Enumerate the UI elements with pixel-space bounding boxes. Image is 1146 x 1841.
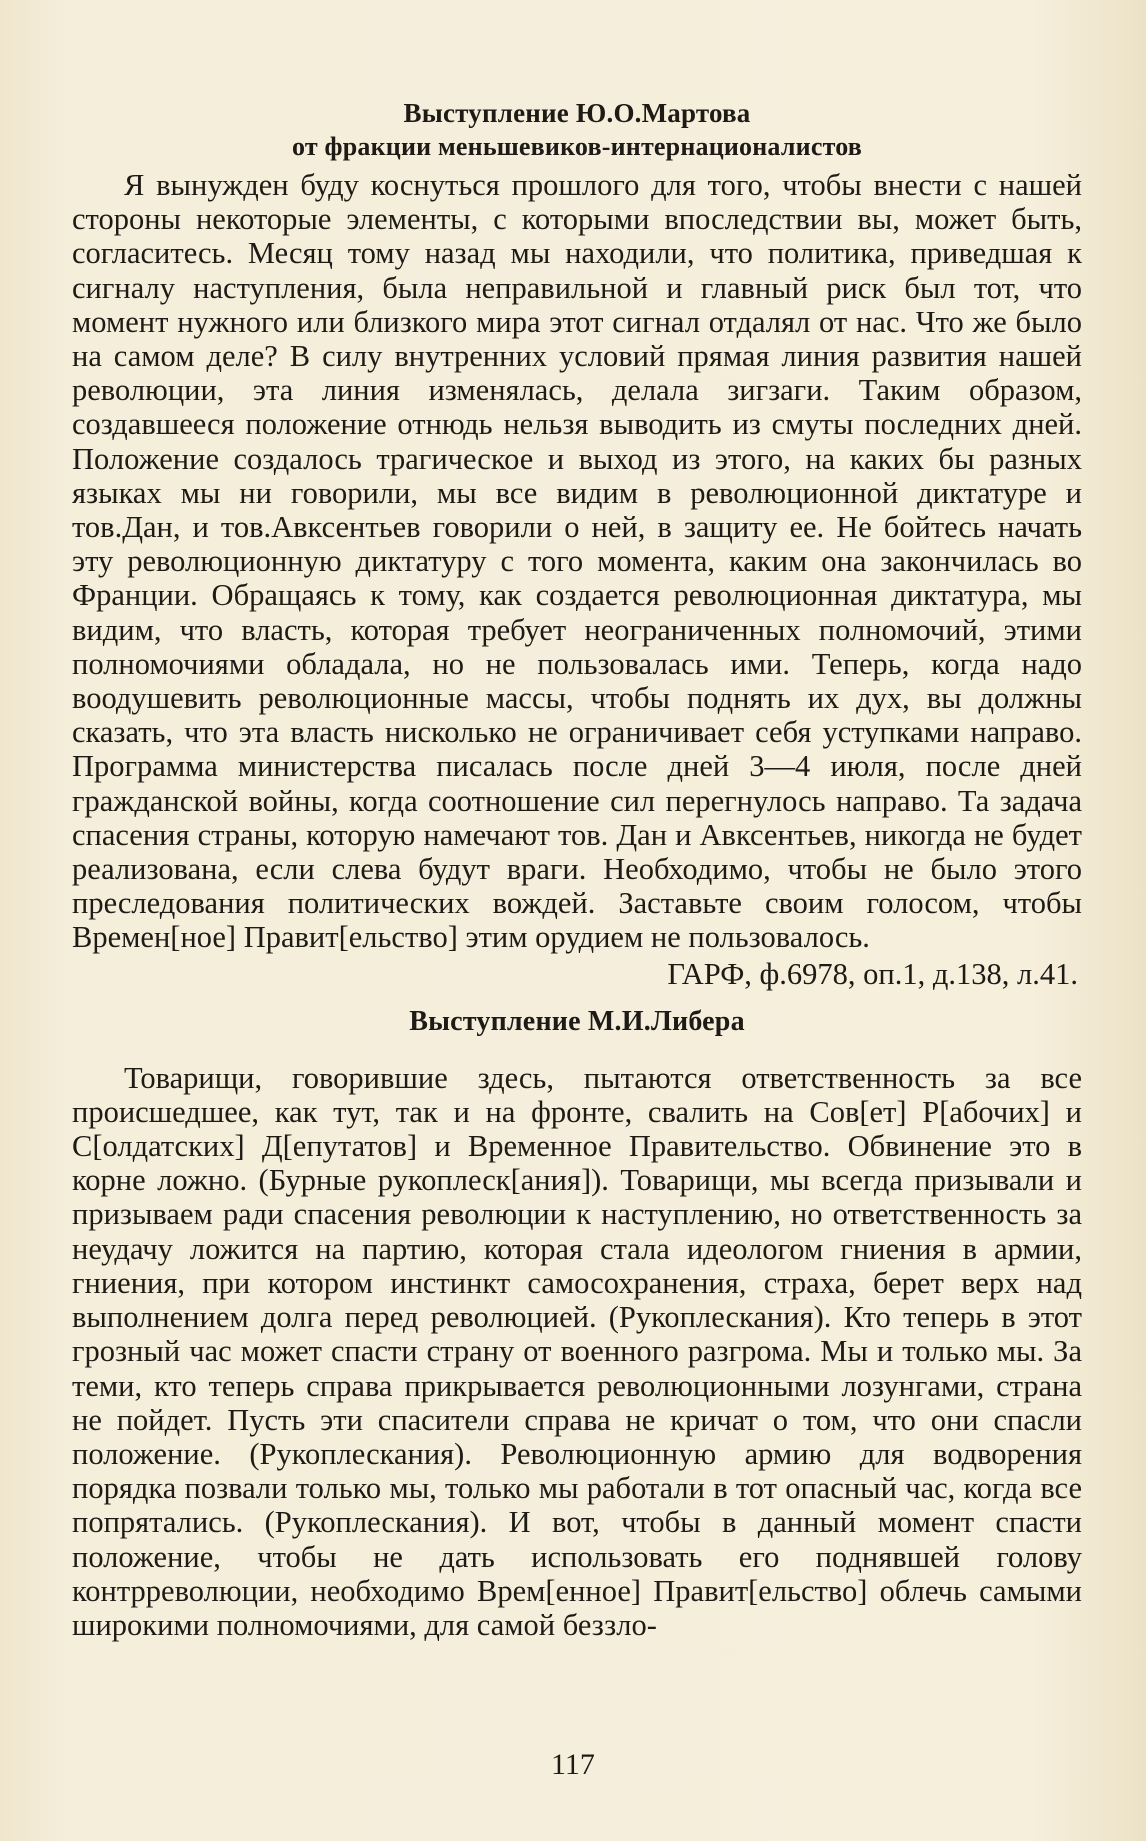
martov-speech-subtitle: от фракции меньшевиков-интернационалистов: [292, 132, 862, 161]
liber-speech-paragraph: Товарищи, говорившие здесь, пытаются ответственность за все происшедшее, как тут, так и на фронте, свалить на Сов[ет] Р[абочих] и С[олдатских] Д[епутатов] и Временное Правительство. Обвинение это в корне ложно. (Бурные рукоплеск[ания]). Товарищи, мы всегда призывали и призываем ради спасения революции к наступлению, но ответственность за неудачу ложится на партию, которая стала идеологом гниения в армии, гниения, при котором инстинкт самосохранения, страха, берет верх над выполнением долга перед революцией. (Рукоплескания). Кто теперь в этот грозный час может спасти страну от военного разгрома. Мы и только мы. За теми, кто теперь справа прикрывается революционными лозунгами, страна не пойдет. Пусть эти спасители справа не кричат о том, что они спасли положение. (Рукоплескания). Революционную армию для водворения порядка позвали только мы, только мы работали в тот опасный час, когда все попрятались. (Рукоплескания). И вот, чтобы в данный момент спасти положение, чтобы не дать использовать его поднявшей голову контрреволюции, необходимо Врем[енное] Правит[ельство] облечь самыми широкими полномочиями, для самой беззло-: [72, 1060, 1082, 1642]
page-text: [72, 96, 1082, 1642]
martov-speech-paragraph: Я вынужден буду коснуться прошлого для того, чтобы внести с нашей стороны некоторые элементы, с которыми впоследствии вы, может быть, согласитесь. Месяц тому назад мы находили, что политика, приведшая к сигналу наступления, была неправильной и главный риск был тот, что момент нужного или близкого мира этот сигнал отдалял от нас. Что же было на самом деле? В силу внутренних условий прямая линия развития нашей революции, эта линия изменялась, делала зигзаги. Таким образом, создавшееся положение отнюдь нельзя выводить из смуты последних дней. Положение создалось трагическое и выход из этого, на каких бы разных языках мы ни говорили, мы все видим в революционной диктатуре и тов.Дан, и тов.Авксентьев говорили о ней, в защиту ее. Не бойтесь начать эту революционную диктатуру с того момента, каким она закончилась во Франции. Обращаясь к тому, как создается революционная диктатура, мы видим, что власть, которая требует неограниченных полномочий, этими полномочиями обладала, но не пользовалась ими. Теперь, когда надо воодушевить революционные массы, чтобы поднять их дух, вы должны сказать, что эта власть нисколько не ограничивает себя уступками направо. Программа министерства писалась после дней 3—4 июля, после дней гражданской войны, когда соотношение сил перегнулось направо. Та задача спасения страны, которую намечают тов. Дан и Авксентьев, никогда не будет реализована, если слева будут враги. Необходимо, чтобы не было этого преследования политических вождей. Заставьте своим голосом, чтобы Времен[ное] Правит[ельство] этим орудием не пользовалось.: [72, 168, 1082, 955]
archive-reference: ГАРФ, ф.6978, оп.1, д.138, л.41.: [667, 956, 1078, 991]
martov-speech-title: Выступление Ю.О.Мартова: [403, 98, 751, 128]
page-number: 117: [551, 1748, 595, 1781]
liber-speech-title: Выступление М.И.Либера: [409, 1005, 745, 1037]
